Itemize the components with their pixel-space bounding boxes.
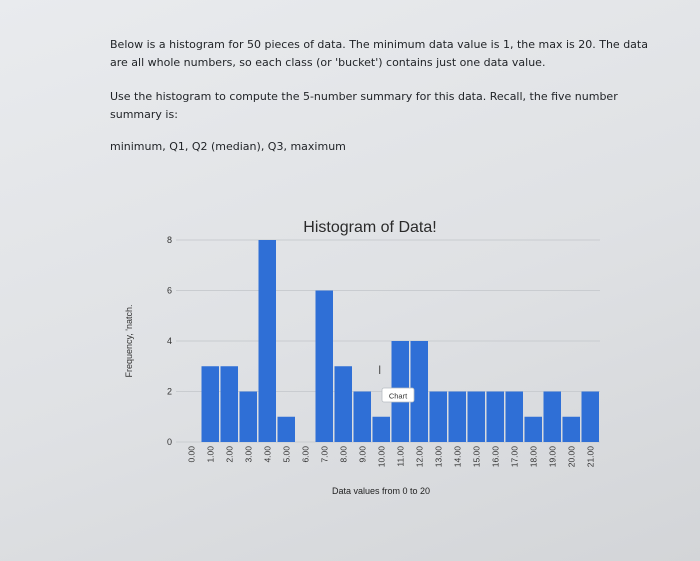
y-tick-label: 8 [166,235,172,245]
x-tick-label: 9.00 [357,446,368,463]
x-tick-label: 11.00 [395,446,406,467]
histogram-bar [316,291,334,443]
x-tick-label: 8.00 [338,446,349,463]
histogram-bar [487,392,505,443]
x-tick-label: 21.00 [585,446,596,468]
x-tick-label: 18.00 [528,446,539,468]
y-tick-label: 0 [166,437,172,447]
x-tick-label: 7.00 [319,446,330,463]
x-tick-label: 3.00 [243,446,254,463]
x-axis-label: Data values from 0 to 20 [331,486,431,496]
y-tick-label: 2 [166,386,172,397]
instruction-paragraph: Use the histogram to compute the 5-number summary for this data. Recall, the five number summary is: [110,90,618,121]
histogram-bar [221,366,239,442]
x-tick-label: 6.00 [300,446,311,463]
histogram-chart [110,210,610,510]
five-number-summary-line: minimum, Q1, Q2 (median), Q3, maximum [110,140,346,153]
x-tick-label: 12.00 [414,446,425,468]
histogram-svg [110,210,610,510]
histogram-bar [278,417,296,442]
y-tick-label: 6 [166,285,172,296]
histogram-bar [582,392,600,443]
x-tick-label: 15.00 [471,446,482,468]
x-tick-label: 20.00 [566,446,577,468]
histogram-bar [259,240,277,442]
y-tick-label: 4 [166,336,172,346]
text-cursor-icon: I [378,363,382,377]
histogram-bar [506,392,524,443]
x-tick-label: 17.00 [509,446,520,468]
x-tick-label: 16.00 [490,446,501,468]
histogram-bar [544,392,562,443]
histogram-bar [430,392,448,443]
x-tick-label: 5.00 [281,446,292,463]
histogram-bar [354,392,372,443]
x-tick-label: 10.00 [376,446,387,468]
histogram-bar [525,417,543,442]
x-tick-label: 13.00 [433,446,444,468]
histogram-bar [240,392,258,443]
x-tick-label: 1.00 [205,446,216,463]
y-axis-label: Frequency, 'natch. [124,304,134,378]
chart-edit-button-label[interactable]: Chart [388,391,408,401]
histogram-bar [373,417,391,442]
histogram-bar [449,392,467,443]
histogram-bar [335,366,353,442]
x-tick-label: 0.00 [186,446,197,463]
x-tick-label: 4.00 [262,446,273,463]
x-tick-label: 19.00 [547,446,558,468]
histogram-bar [563,417,581,442]
histogram-bar [202,366,220,442]
x-tick-label: 14.00 [452,446,463,468]
intro-paragraph: Below is a histogram for 50 pieces of data. The minimum data value is 1, the max is 20. The data are all whole numbers, so each class (or 'bucket') contains just one data value. [110,38,648,69]
histogram-bar [468,392,486,443]
chart-title: Histogram of Data! [303,219,437,236]
x-tick-label: 2.00 [224,446,235,463]
